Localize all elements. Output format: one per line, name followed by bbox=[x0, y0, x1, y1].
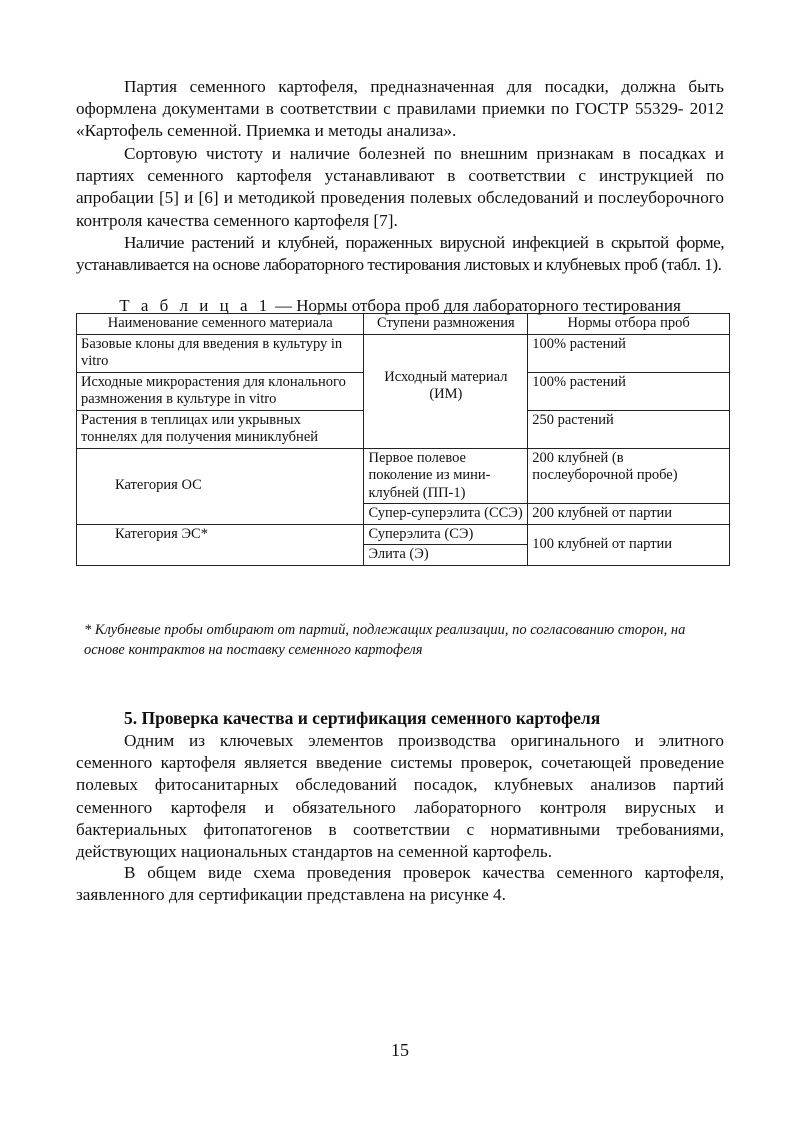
header-stage: Ступени размножения bbox=[364, 314, 528, 335]
page-number: 15 bbox=[391, 1040, 409, 1060]
cell-norm: 100% растений bbox=[528, 334, 730, 372]
header-norm: Нормы отбора проб bbox=[528, 314, 730, 335]
cell-category-es: Категория ЭС* bbox=[77, 524, 364, 565]
cell-material: Базовые клоны для введения в культуру in vitro bbox=[77, 334, 364, 372]
table-caption-text: — Нормы отбора проб для лабораторного тестирования bbox=[270, 296, 681, 315]
table-row bbox=[77, 448, 730, 504]
cell-norm: 100 клубней от партии bbox=[528, 524, 730, 565]
table-row bbox=[77, 334, 730, 372]
cell-category-os: Категория ОС bbox=[77, 448, 364, 524]
paragraph-varietal-purity: Сортовую чистоту и наличие болезней по внешним признакам в посадках и партиях семенного картофеля устанавливают в соответствии с инструкцией по апробации [5] и [6] и методикой проведения полевых обследований и послеуборочного контроля качества семенного картофеля [7]. bbox=[76, 144, 724, 230]
header-material: Наименование семенного материала bbox=[77, 314, 364, 335]
cell-norm: 200 клубней (в послеуборочной пробе) bbox=[528, 448, 730, 504]
cell-norm: 250 растений bbox=[528, 410, 730, 448]
cell-norm: 200 клубней от партии bbox=[528, 504, 730, 525]
table-caption-label: Т а б л и ц а 1 bbox=[119, 296, 271, 315]
cell-stage: Элита (Э) bbox=[364, 545, 528, 566]
paragraph-scheme: В общем виде схема проведения проверок качества семенного картофеля, заявленного для сертификации представлена на рисунке 4. bbox=[76, 863, 724, 905]
cell-stage-initial-material: Исходный материал (ИМ) bbox=[364, 334, 528, 448]
cell-stage: Супер-суперэлита (ССЭ) bbox=[364, 504, 528, 525]
cell-material: Растения в теплицах или укрывных тоннелях для получения миниклубней bbox=[77, 410, 364, 448]
section-heading: 5. Проверка качества и сертификация семенного картофеля bbox=[124, 708, 601, 728]
sampling-norms-table bbox=[76, 313, 730, 566]
table-footnote: * Клубневые пробы отбирают от партий, подлежащих реализации, по согласованию сторон, на основе контрактов на поставку семенного картофеля bbox=[84, 622, 686, 658]
cell-stage: Первое полевое поколение из мини-клубней (ПП-1) bbox=[364, 448, 528, 504]
paragraph-quality-checks: Одним из ключевых элементов производства оригинального и элитного семенного картофеля является введение системы проверок, сочетающей проведение полевых фитосанитарных обследований посадок, клубневых анализов партий семенного картофеля и обязательного лабораторного контроля вирусных и бактериальных фитопатогенов в соответствии с нормативными требованиями, действующих национальных стандартов на семенной картофель. bbox=[76, 731, 724, 862]
table-row bbox=[77, 524, 730, 545]
paragraph-viral-infection: Наличие растений и клубней, пораженных вирусной инфекцией в скрытой форме, устанавливается на основе лабораторного тестирования листовых и клубневых проб (табл. 1). bbox=[76, 233, 724, 275]
cell-norm: 100% растений bbox=[528, 372, 730, 410]
cell-stage: Суперэлита (СЭ) bbox=[364, 524, 528, 545]
cell-material: Исходные микрорастения для клонального размножения в культуре in vitro bbox=[77, 372, 364, 410]
paragraph-acceptance: Партия семенного картофеля, предназначенная для посадки, должна быть оформлена документами в соответствии с правилами приемки по ГОСТР 55329- 2012 «Картофель семенной. Приемка и методы анализа». bbox=[76, 77, 724, 141]
table-header-row bbox=[77, 314, 730, 335]
